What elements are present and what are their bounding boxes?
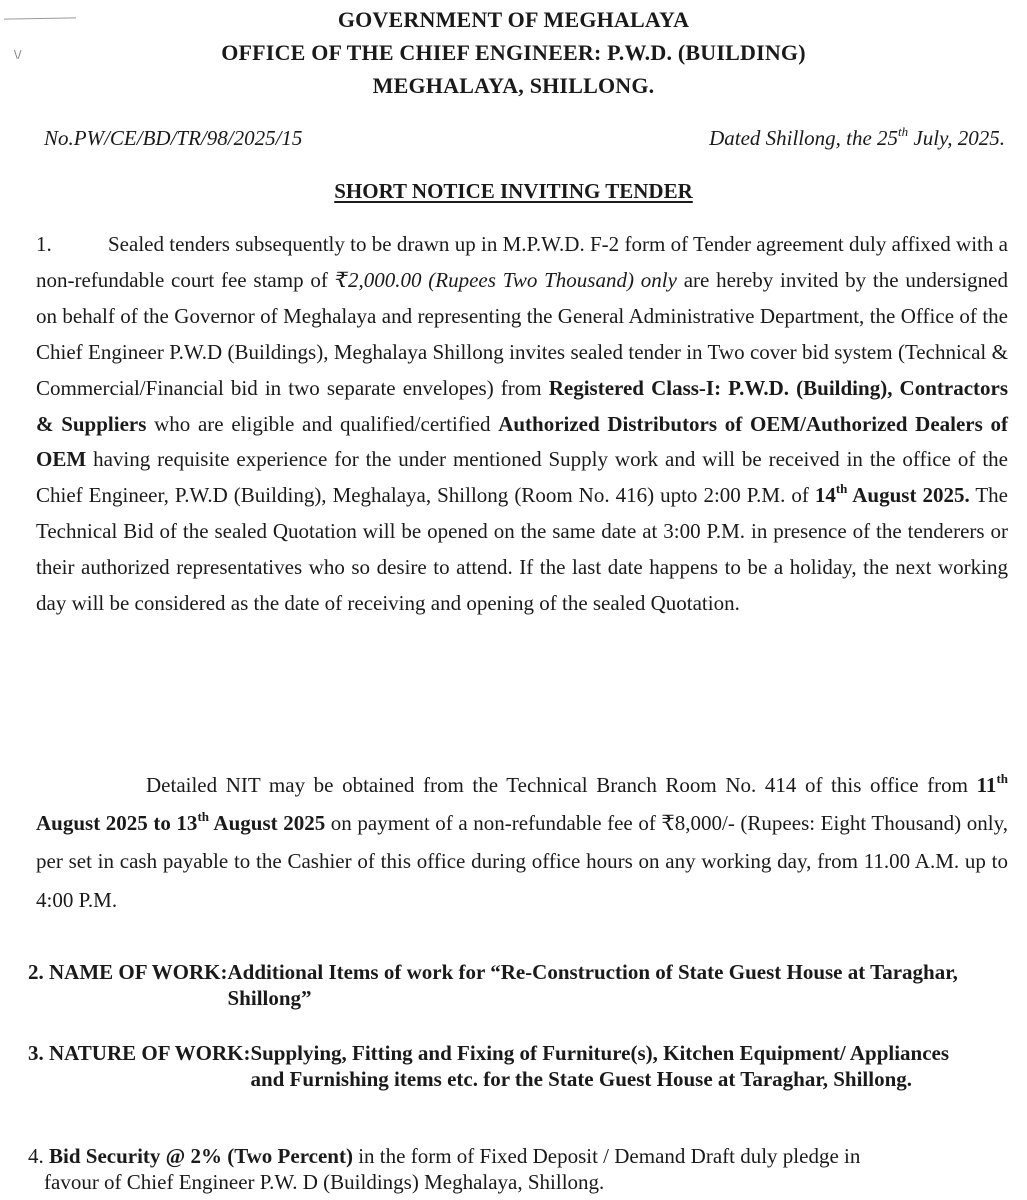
court-fee-amount: ₹2,000.00 (Rupees Two Thousand) only bbox=[334, 267, 677, 292]
paragraph-nit-availability: Detailed NIT may be obtained from the Technical Branch Room No. 414 of this office from 11th August 2025 to 13th August 2025 on payment of a non-refundable fee of ₹8,000/- (Rupees: Eight Thousand) only, per set in cash payable to the Cashier of this office during office hours on any working day, from 11.00 A.M. up to 4:00 P.M. bbox=[36, 771, 1008, 912]
eligible-contractors: Registered Class-I: P.W.D. (Building), Contractors & Suppliers bbox=[36, 375, 1009, 436]
nit-sale-period: 11th August 2025 to 13th August 2025 bbox=[36, 771, 1008, 836]
nature-of-work: 3. NATURE OF WORK:Supplying, Fitting and Fixing of Furniture(s), Kitchen Equipment/ Appliances and Furnishing items etc. for the State Guest House at Taraghar, Shillong. bbox=[28, 1041, 950, 1091]
name-of-work: 2. NAME OF WORK:Additional Items of work for “Re-Construction of State Guest House at Taraghar, Shillong” bbox=[28, 960, 958, 1010]
authorized-distributors: Authorized Distributors of OEM/Authorized Dealers of OEM bbox=[36, 411, 1008, 472]
reference-number: No.PW/CE/BD/TR/98/2025/15 bbox=[44, 126, 303, 150]
header-office: OFFICE OF THE CHIEF ENGINEER: P.W.D. (BUILDING) bbox=[221, 40, 806, 65]
bid-security: 4. Bid Security @ 2% (Two Percent) in the form of Fixed Deposit / Demand Draft duly pledge in favour of Chief Engineer P.W. D (Buildings) Meghalaya, Shillong. bbox=[28, 1144, 861, 1194]
reference-date: Dated Shillong, the 25th July, 2025. bbox=[709, 124, 1005, 150]
header-government: GOVERNMENT OF MEGHALAYA bbox=[337, 7, 690, 32]
notice-title: SHORT NOTICE INVITING TENDER bbox=[334, 179, 693, 203]
margin-mark: \/ bbox=[14, 48, 22, 61]
paragraph-1: 1. Sealed tenders subsequently to be drawn up in M.P.W.D. F-2 form of Tender agreement duly affixed with a non-refundable court fee stamp of ₹2,000.00 (Rupees Two Thousand) only are hereby invited by the undersigned on behalf of the Governor of Meghalaya and representing the General Administrative Department, the Office of the Chief Engineer P.W.D (Buildings), Meghalaya Shillong invites sealed tender in Two cover bid system (Technical & Commercial/Financial bid in two separate envelopes) from Registered Class-I: P.W.D. (Building), Contractors & Suppliers who are eligible and qualified/certified Authorized Distributors of OEM/Authorized Dealers of OEM having requisite experience for the under mentioned Supply work and will be received in the office of the Chief Engineer, P.W.D (Building), Meghalaya, Shillong (Room No. 416) upto 2:00 P.M. of 14th August 2025. The Technical Bid of the sealed Quotation will be opened on the same date at 3:00 P.M. in presence of the tenderers or their authorized representatives who so desire to attend. If the last date happens to be a holiday, the next working day will be considered as the date of receiving and opening of the sealed Quotation. bbox=[36, 232, 1009, 616]
submission-deadline: 14th August 2025. bbox=[814, 481, 970, 508]
header-location: MEGHALAYA, SHILLONG. bbox=[372, 73, 655, 98]
